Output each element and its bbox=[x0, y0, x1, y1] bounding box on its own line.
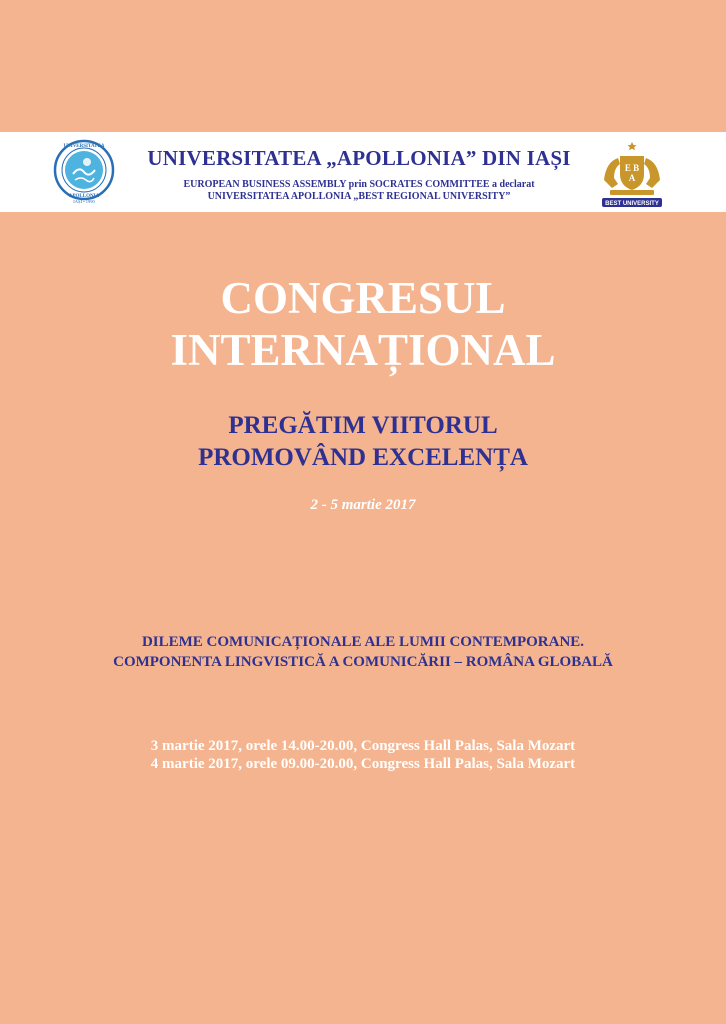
university-name: UNIVERSITATEA „APOLLONIA” DIN IAȘI bbox=[147, 146, 571, 170]
schedule-line-1: 3 martie 2017, orele 14.00-20.00, Congress Hall Palas, Sala Mozart bbox=[150, 738, 576, 754]
svg-text:UNIVERSITATEA: UNIVERSITATEA bbox=[63, 144, 105, 149]
svg-text:IAȘI • 1990: IAȘI • 1990 bbox=[73, 199, 95, 204]
session-theme-line-2: COMPONENTA LINGVISTICĂ A COMUNICĂRII – ROMÂNA GLOBALĂ bbox=[113, 654, 613, 670]
university-banner bbox=[0, 132, 726, 212]
congress-title-line-2: INTERNAȚIONAL bbox=[170, 325, 556, 375]
svg-text:A: A bbox=[628, 173, 636, 183]
university-seal-icon bbox=[53, 136, 115, 206]
session-schedule bbox=[0, 737, 726, 773]
crest-badge-label: BEST UNIVERSITY bbox=[605, 201, 659, 207]
svg-text:E B: E B bbox=[624, 163, 640, 173]
schedule-line-2: 4 martie 2017, orele 09.00-20.00, Congress Hall Palas, Sala Mozart bbox=[150, 756, 576, 772]
session-theme bbox=[0, 632, 726, 672]
congress-dates: 2 - 5 martie 2017 bbox=[310, 497, 416, 513]
session-theme-line-1: DILEME COMUNICAȚIONALE ALE LUMII CONTEMPORANE. bbox=[141, 634, 585, 650]
congress-motto-line-1: PREGĂTIM VIITORUL bbox=[228, 412, 498, 439]
best-university-crest-icon bbox=[596, 136, 668, 208]
congress-motto-line-2: PROMOVÂND EXCELENȚA bbox=[198, 444, 528, 471]
svg-text:APOLLONIA: APOLLONIA bbox=[68, 194, 100, 199]
award-line-1: EUROPEAN BUSINESS ASSEMBLY prin SOCRATES COMMITTEE a declarat bbox=[183, 179, 535, 190]
congress-title bbox=[0, 272, 726, 376]
congress-title-line-1: CONGRESUL bbox=[220, 273, 506, 323]
congress-motto bbox=[0, 410, 726, 474]
award-line-2: UNIVERSITATEA APOLLONIA „BEST REGIONAL UNIVERSITY” bbox=[207, 191, 511, 202]
